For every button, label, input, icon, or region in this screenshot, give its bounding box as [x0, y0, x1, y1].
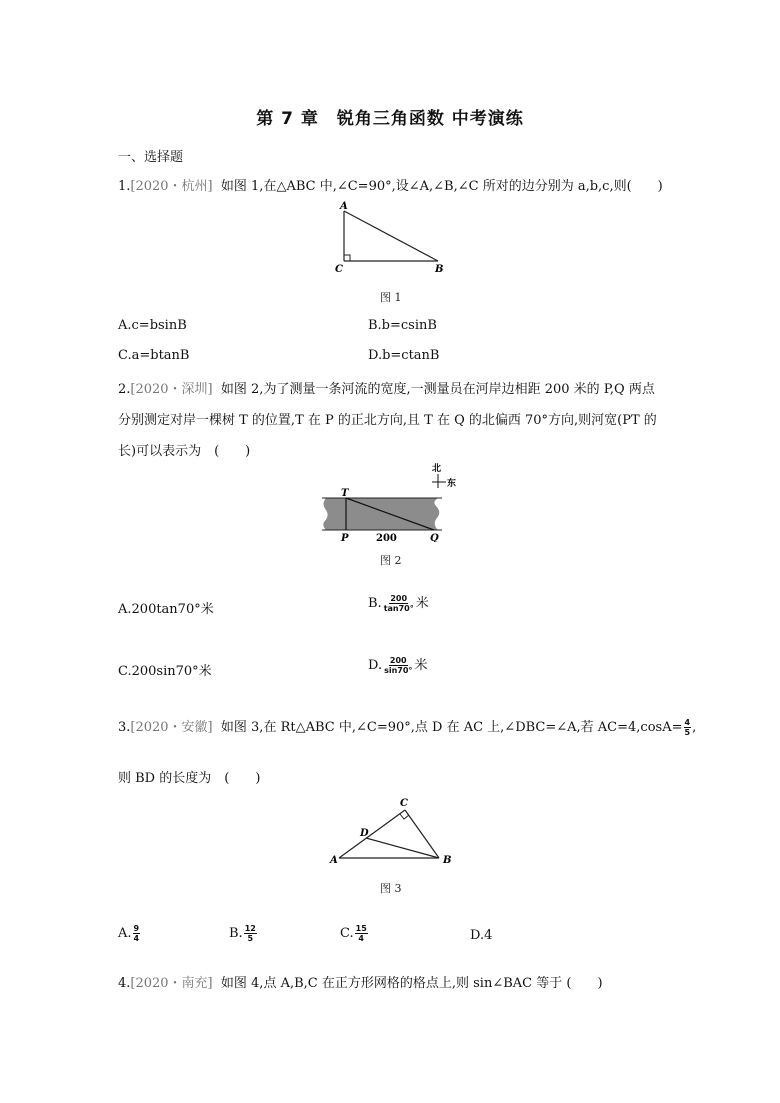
figure-1-triangle [330, 198, 450, 278]
fraction-denominator: tan70° [383, 604, 414, 613]
question-3 [118, 716, 696, 737]
point-label-q: Q [430, 533, 439, 542]
figure-2-caption: 图 2 [380, 554, 402, 567]
fraction-numerator: 12 [244, 924, 256, 933]
question-number: 1. [118, 179, 131, 194]
question-text-line-2: 则 BD 的长度为 ( ) [118, 771, 261, 786]
point-label-p: P [341, 533, 349, 542]
page-title: 第 7 章 锐角三角函数 中考演练 [256, 109, 524, 129]
fraction [383, 594, 415, 613]
question-text-line-1: 如图 2,为了测量一条河流的宽度,一测量员在河岸边相距 200 米的 P,Q 两点 [220, 382, 655, 397]
option-suffix: 米 [415, 596, 429, 611]
vertex-label-c: C [400, 798, 408, 809]
fraction-denominator: 5 [684, 728, 691, 737]
fraction-denominator: 4 [358, 934, 364, 943]
q3-option-b[interactable] [229, 924, 258, 943]
question-1 [118, 175, 663, 194]
side-ab [344, 211, 438, 261]
question-2 [118, 378, 655, 397]
q1-option-b[interactable]: B.b=csinB [368, 318, 437, 333]
question-source: [2020・南充] [130, 976, 213, 991]
right-angle-mark [344, 255, 350, 261]
question-source: [2020・深圳] [130, 382, 213, 397]
fraction-numerator: 15 [355, 924, 367, 933]
vertex-label-a: A [330, 855, 338, 866]
q1-option-d[interactable]: D.b=ctanB [368, 348, 440, 363]
question-text: 如图 1,在△ABC 中,∠C=90°,设∠A,∠B,∠C 所对的边分别为 a,b,c,则( ) [220, 179, 663, 194]
option-suffix: 米 [414, 658, 428, 673]
distance-label: 200 [376, 533, 397, 542]
question-text: 如图 3,在 Rt△ABC 中,∠C=90°,点 D 在 AC 上,∠DBC=∠A,若 AC=4,cosA= [220, 720, 683, 735]
option-prefix: A. [118, 926, 132, 941]
figure-3-caption: 图 3 [380, 882, 402, 895]
q3-option-c[interactable] [340, 924, 369, 943]
q2-option-d[interactable] [368, 654, 427, 675]
option-prefix: B. [368, 596, 382, 611]
question-4 [118, 972, 603, 991]
section-heading: 一、选择题 [118, 150, 184, 165]
question-number: 2. [118, 382, 131, 397]
fraction [684, 718, 692, 737]
question-source: [2020・杭州] [130, 179, 213, 194]
q3-option-a[interactable] [118, 924, 141, 943]
fraction [244, 924, 257, 943]
q2-option-a[interactable]: A.200tan70°米 [118, 602, 214, 617]
question-text: 如图 4,点 A,B,C 在正方形网格的格点上,则 sin∠BAC 等于 ( ) [220, 976, 603, 991]
point-label-d: D [360, 828, 369, 839]
option-prefix: D. [368, 658, 383, 673]
figure-1-caption: 图 1 [380, 291, 402, 304]
q3-option-d[interactable]: D.4 [470, 928, 493, 943]
option-prefix: B. [229, 926, 243, 941]
figure-3-triangle [322, 792, 458, 868]
vertex-label-b: B [435, 264, 444, 275]
question-source: [2020・安徽] [130, 720, 213, 735]
fraction-denominator: sin70° [384, 666, 413, 675]
side-ac [339, 810, 405, 858]
question-text-line-2: 分别测定对岸一棵树 T 的位置,T 在 P 的正北方向,且 T 在 Q 的北偏西 70°方向,则河宽(PT 的 [118, 413, 657, 428]
question-number: 3. [118, 720, 131, 735]
fraction-numerator: 4 [684, 718, 691, 727]
point-label-t: T [341, 488, 349, 499]
figure-2-river [318, 460, 468, 542]
fraction-numerator: 200 [390, 594, 408, 603]
vertex-label-a: A [340, 201, 348, 212]
compass-north-label: 北 [432, 464, 442, 474]
fraction-numerator: 200 [389, 656, 407, 665]
fraction-denominator: 4 [133, 934, 140, 943]
question-text-line-3: 长)可以表示为 ( ) [118, 444, 251, 459]
q2-option-b[interactable] [368, 592, 429, 613]
fraction-numerator: 9 [133, 924, 140, 933]
segment-db [366, 838, 439, 858]
punctuation: , [692, 720, 697, 735]
side-cb [405, 810, 439, 858]
vertex-label-c: C [335, 264, 343, 275]
vertex-label-b: B [443, 855, 452, 866]
option-prefix: C. [340, 926, 354, 941]
compass-east-label: 东 [447, 479, 457, 489]
q1-option-a[interactable]: A.c=bsinB [118, 318, 187, 333]
q2-option-c[interactable]: C.200sin70°米 [118, 664, 212, 679]
fraction [355, 924, 368, 943]
fraction [133, 924, 141, 943]
fraction-denominator: 5 [247, 934, 254, 943]
fraction [383, 656, 413, 675]
q1-option-c[interactable]: C.a=btanB [118, 348, 190, 363]
question-number: 4. [118, 976, 131, 991]
